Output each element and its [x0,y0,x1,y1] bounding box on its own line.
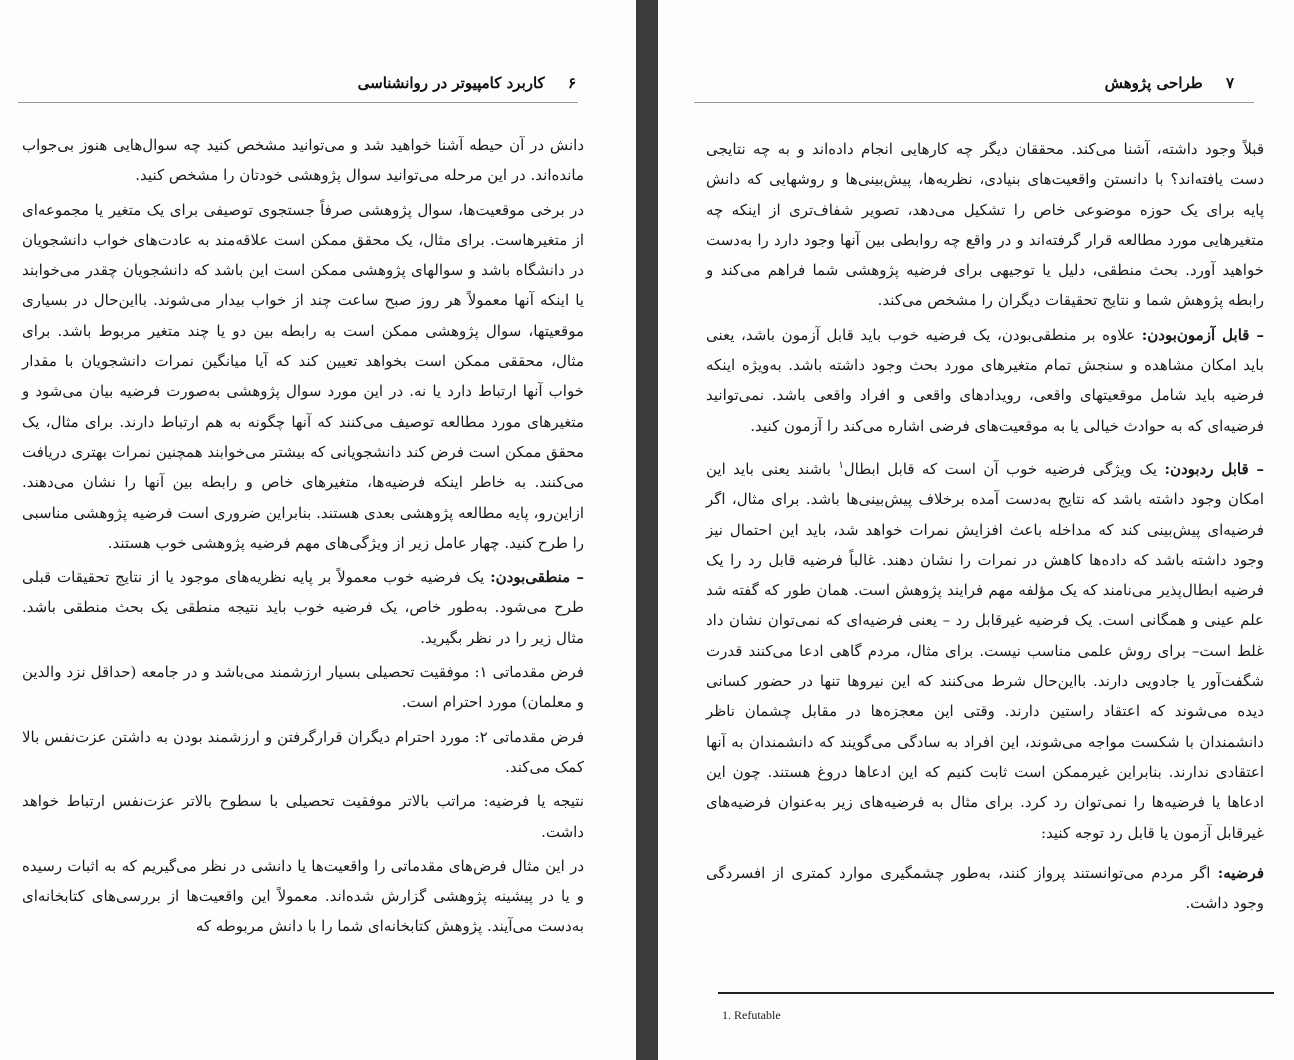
paragraph: در این مثال فرض‌های مقدماتی را واقعیت‌ها یا دانشی در نظر می‌گیریم که به اثبات رسیده و یا در پیشینه پژوهشی گزارش شده‌اند. معمولاً این واقعیت‌ها از بررسی‌های کتابخانه‌ای به‌دست می‌آیند. پژوهش کتابخانه‌ای شما را با دانش مربوطه که [22,856,584,936]
footnote-marker: ۱ [838,459,844,471]
header-rule [694,102,1254,103]
paragraph-lead: – قابل آزمون‌بودن: [1141,325,1265,344]
paragraph-text: اگر مردم می‌توانستند پرواز کنند، به‌طور چشمگیری موارد کمتری از افسردگی وجود داشت. [706,863,1264,913]
paragraph-text: باشند یعنی باید این امکان وجود داشته باشد که نتایج به‌دست آمده برخلاف پیش‌بینی‌ها باشد. برای مثال، اگر فرضیه‌ای پیش‌بینی کند که مداخله باعث افزایش نمرات خواهد شد، باید این احتمال نیز وجود داشته باشد که داده‌ها کاهش در نمرات را نشان دهند. غالباً فرضیه قابل رد را یک فرضیه ابطال‌پذیر می‌نامند که یک مؤلفه مهم فرایند پژوهش است. همان طور که گفته شد علم عینی و همگانی است. یک فرضیه غیرقابل رد – یعنی فرضیه‌ای که نمی‌توان نشان داد غلط است– برای روش علمی مناسب نیست. برای مثال، مردم گاهی ادعا می‌کنند قدرت شگفت‌آور یا جادویی دارند. بااین‌حال شرط می‌کنند که این نیروها تنها در حضور کسانی دیده می‌شوند که اعتقاد راستین دارند. وقتی این معجزه‌ها در مقابل چشمان ناظر دانشمندان با شکست مواجه می‌شوند، این افراد به سادگی می‌گویند که دانشمندان به آنها اعتقادی ندارند. بنابراین غیرممکن است ثابت کنیم که این ادعاها دروغ هستند. چون این ادعاها یا فرضیه‌ها را نمی‌توان رد کرد. برای مثال به فرضیه‌های زیر به‌عنوان فرضیه‌های غیرقابل آزمون یا قابل رد توجه کنید: [706,459,1264,842]
paragraph: دانش در آن حیطه آشنا خواهید شد و می‌توانید مشخص کنید چه سوال‌هایی هنوز بی‌جواب مانده‌اند. در این مرحله می‌توانید سوال پژوهشی خودتان را مشخص کنید. [22,136,584,185]
paragraph: فرض مقدماتی ۲: مورد احترام دیگران قرارگرفتن و ارزشمند بودن به داشتن عزت‌نفس بالا کمک می‌کند. [22,727,584,776]
body-text [706,134,1264,918]
body-text [22,130,584,942]
paragraph [706,320,1264,441]
header-title: طراحی پژوهش [1104,74,1203,92]
paragraph: قبلاً وجود داشته، آشنا می‌کند. محققان دیگر چه کارهایی انجام داده‌اند و به چه نتایجی دست یافته‌اند؟ با دانستن واقعیت‌های بنیادی، نظریه‌ها، پیش‌بینی‌ها و روشهایی که دانش پایه برای یک حوزه موضوعی خاص را تشکیل می‌دهد، تصویر شفاف‌تری از اینکه چه متغیرهایی مورد مطالعه قرار گرفته‌اند و در واقع چه روابطی بین آنها وجود دارد را به‌دست خواهید آورد. بحث منطقی، دلیل یا توجیهی برای فرضیه پژوهشی شما فراهم می‌کند و رابطه پژوهش شما و نتایج تحقیقات دیگران را مشخص می‌کند. [706,140,1264,310]
left-page [0,0,636,1060]
header-rule [18,102,578,103]
paragraph: نتیجه یا فرضیه: مراتب بالاتر موفقیت تحصیلی با سطوح بالاتر عزت‌نفس ارتباط خواهد داشت. [22,792,584,841]
paragraph [22,562,584,653]
page-number: ۶ [567,74,576,92]
paragraph [706,858,1264,919]
footnote-rule [718,992,1274,994]
paragraph [706,451,1264,848]
paragraph-lead: فرضیه: [1217,863,1264,882]
paragraph: فرض مقدماتی ۱: موفقیت تحصیلی بسیار ارزشمند می‌باشد و در جامعه (حداقل نزد والدین و معلمان) مورد احترام است. [22,663,584,712]
paragraph-text: علاوه بر منطقی‌بودن، یک فرضیه خوب باید قابل آزمون باشد، یعنی باید امکان مشاهده و سنجش تمام متغیرهای مورد بحث وجود داشته باشد. به‌ویژه اینکه فرضیه باید شامل موقعیتهای واقعی، رویدادهای واقعی و افراد واقعی باشد. نمی‌توانید فرضیه‌ای که به حوادث خیالی یا به موقعیت‌های فرضی اشاره می‌کند را آزمون کنید. [706,325,1264,435]
paragraph-lead: – منطقی‌بودن: [490,568,584,587]
right-page [658,0,1294,1060]
paragraph-text: یک ویژگی فرضیه خوب آن است که قابل ابطال [843,459,1165,478]
page-number: ۷ [1225,74,1234,92]
paragraph-lead: – قابل ردبودن: [1164,459,1265,478]
header-title: کاربرد کامپیوتر در روانشناسی [357,74,545,92]
footnote: 1. Refutable [722,1008,781,1022]
paragraph-text: یک فرضیه خوب معمولاً بر پایه نظریه‌های موجود یا از نتایج تحقیقات قبلی طرح می‌شود. به‌طور خاص، یک فرضیه خوب باید نتیجه منطقی یک بحث منطقی باشد. مثال زیر را در نظر بگیرید. [22,568,584,647]
paragraph: در برخی موقعیت‌ها، سوال پژوهشی صرفاً جستجوی توصیفی برای یک متغیر یا مجموعه‌ای از متغیرهاست. برای مثال، یک محقق ممکن است علاقه‌مند به عادت‌های خواب دانشجویان در دانشگاه باشد و سوالهای پژوهشی ممکن است این باشد که دانشجویان چقدر می‌خوابند یا اینکه آنها معمولاً هر روز صبح ساعت چند از خواب بیدار می‌شوند. بااین‌حال در بسیاری موقعیتها، سوال پژوهشی ممکن است به رابطه بین دو یا چند متغیر مربوط باشد. برای مثال، محققی ممکن است بخواهد تعیین کند که آیا میانگین نمرات دانشجویان با مقدار خواب آنها ارتباط دارد یا نه. در این مورد سوال پژوهشی به‌صورت فرضیه بیان می‌شود و متغیرهای مورد مطالعه توصیف می‌کنند که آنها چگونه به هم ارتباط دارند. برای مثال، یک محقق ممکن است فرض کند دانشجویانی که بیشتر می‌خوابند همچنین نمرات بهتری دریافت می‌کنند. به خاطر اینکه فرضیه‌ها، متغیرهای خاص و رابطه بین آنها را نشان می‌دهند. ازاین‌رو، پایه مطالعه پژوهشی بعدی هستند. بنابراین ضروری است فرضیه پژوهشی مناسبی را طرح کنید. چهار عامل زیر از ویژگی‌های مهم فرضیه پژوهشی خوب هستند. [21,200,584,552]
page-gutter [636,0,658,1060]
